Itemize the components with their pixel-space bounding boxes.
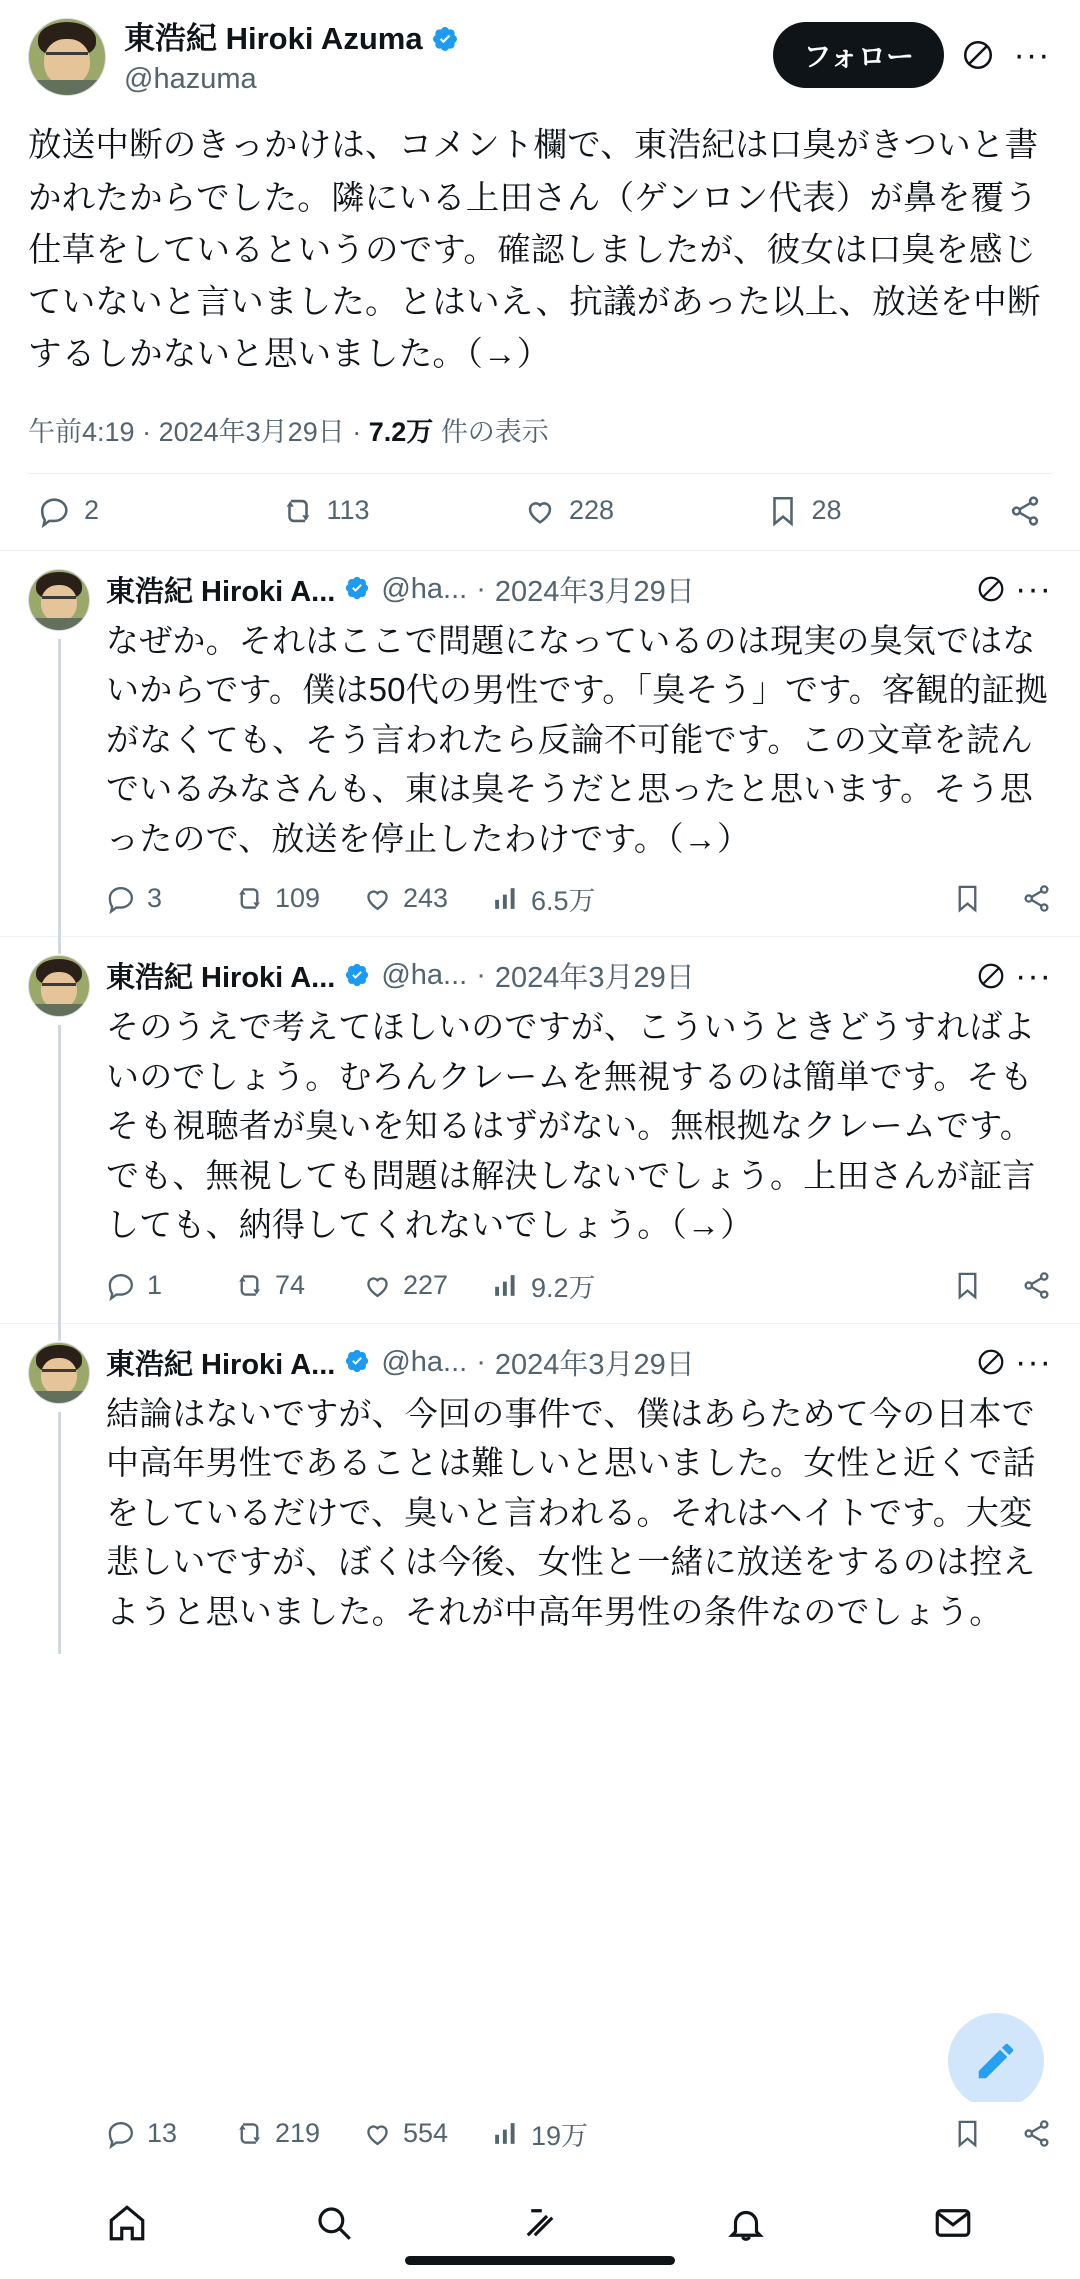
nav-notifications[interactable]	[725, 2202, 767, 2244]
reply-author-handle: @ha...	[381, 1345, 468, 1378]
retweet-button[interactable]	[234, 883, 362, 914]
reply-author-handle: @ha...	[381, 572, 468, 605]
mute-icon[interactable]	[976, 961, 1006, 991]
mute-icon[interactable]	[976, 574, 1006, 604]
retweet-icon	[234, 2118, 265, 2149]
heart-icon	[523, 494, 557, 528]
bookmark-icon	[952, 2118, 983, 2149]
views-button[interactable]	[490, 1266, 640, 1305]
views-count: 9.2万	[531, 1272, 596, 1303]
list-item[interactable]	[0, 937, 1080, 1323]
avatar[interactable]	[28, 955, 90, 1017]
like-count: 243	[403, 883, 449, 914]
reply-separator: ·	[476, 1345, 486, 1378]
list-item[interactable]	[0, 1324, 1080, 1637]
reply-button[interactable]	[106, 883, 234, 914]
views-label: 件の表示	[440, 416, 549, 447]
like-count: 554	[403, 2118, 449, 2148]
reply-body	[106, 569, 1052, 937]
verified-badge-icon	[344, 962, 372, 990]
reply-text: 結論はないですが、今回の事件で、僕はあらためて今の日本で中高年男性であることは難しいと思いました。女性と近くで話をしているだけで、臭いと言われる。それはヘイトです。大変悲しいですが、ぼくは今後、女性と一緒に放送をするのは控えようと思いました。それが中高年男性の条件なのでしょう。	[106, 1394, 1036, 1630]
mute-icon[interactable]	[976, 1347, 1006, 1377]
follow-button[interactable]: フォロー	[773, 22, 944, 88]
retweet-button[interactable]	[281, 494, 524, 528]
reply-author-handle: @ha...	[381, 959, 468, 992]
views-button[interactable]	[490, 2114, 640, 2153]
bookmark-icon	[952, 883, 983, 914]
reply-author-name: 東浩紀 Hiroki A...	[106, 1348, 336, 1381]
like-button[interactable]	[362, 883, 490, 914]
mute-icon[interactable]	[958, 35, 998, 75]
reply-button[interactable]	[106, 2118, 234, 2149]
tweet-time: 午前4:19	[28, 416, 135, 447]
analytics-icon	[490, 883, 521, 914]
reply-author-name: 東浩紀 Hiroki A...	[106, 575, 336, 608]
meta-sep-1: ·	[142, 416, 152, 447]
bookmark-button[interactable]	[766, 494, 1009, 528]
retweet-count: 113	[326, 495, 370, 526]
reply-actions	[106, 879, 1052, 936]
author-display-name: 東浩紀 Hiroki Azuma	[124, 21, 423, 56]
retweet-count: 109	[275, 883, 321, 914]
like-count: 227	[403, 1269, 449, 1300]
reply-separator: ·	[476, 959, 486, 992]
compose-tweet-button[interactable]	[948, 2013, 1044, 2109]
nav-home[interactable]	[106, 2202, 148, 2244]
author-handle: @hazuma	[124, 62, 257, 95]
verified-badge-icon	[431, 25, 459, 53]
header-actions	[773, 18, 1052, 88]
reply-actions	[106, 1266, 1052, 1323]
avatar[interactable]	[28, 18, 106, 96]
heart-icon	[362, 883, 393, 914]
grok-icon	[519, 2202, 561, 2244]
like-button[interactable]	[362, 1270, 490, 1301]
share-button[interactable]	[1008, 494, 1042, 528]
thread-column	[28, 1342, 90, 1637]
share-icon	[1021, 883, 1052, 914]
heart-icon	[362, 2118, 393, 2149]
more-options-icon[interactable]: ···	[1015, 956, 1052, 995]
thread-column	[28, 569, 90, 937]
bookmark-button[interactable]	[952, 2118, 983, 2149]
more-options-icon[interactable]: ···	[1013, 36, 1051, 74]
like-count: 228	[569, 495, 615, 526]
list-item[interactable]	[0, 551, 1080, 937]
retweet-icon	[234, 1270, 265, 1301]
reply-count: 2	[84, 495, 100, 526]
bottom-navigation	[0, 2167, 1080, 2279]
reply-icon	[106, 883, 137, 914]
author-info[interactable]	[124, 18, 755, 98]
reply-icon	[106, 2118, 137, 2149]
more-options-icon[interactable]: ···	[1015, 1343, 1052, 1382]
thread-line	[58, 1025, 61, 1341]
share-icon	[1008, 494, 1042, 528]
reply-body	[106, 1342, 1052, 1637]
tweet-meta	[28, 410, 1052, 449]
reply-icon	[38, 494, 72, 528]
reply-header	[106, 955, 1052, 996]
share-icon	[1021, 1270, 1052, 1301]
meta-sep-2: ·	[352, 416, 362, 447]
share-button[interactable]	[1021, 1270, 1052, 1301]
reply-header	[106, 569, 1052, 610]
avatar[interactable]	[28, 569, 90, 631]
more-options-icon[interactable]: ···	[1015, 570, 1052, 609]
analytics-icon	[490, 2118, 521, 2149]
reply-trailing-actions	[952, 1270, 1052, 1301]
bookmark-count: 28	[811, 495, 842, 526]
bookmark-icon	[952, 1270, 983, 1301]
reply-button[interactable]	[106, 1270, 234, 1301]
retweet-icon	[234, 883, 265, 914]
nav-search[interactable]	[313, 2202, 355, 2244]
reply-date: 2024年3月29日	[494, 962, 695, 995]
thread-line	[58, 639, 61, 955]
bookmark-button[interactable]	[952, 883, 983, 914]
like-button[interactable]	[362, 2118, 490, 2149]
reply-date: 2024年3月29日	[494, 1348, 695, 1381]
bookmark-button[interactable]	[952, 1270, 983, 1301]
reply-count: 1	[147, 1269, 163, 1300]
retweet-button[interactable]	[234, 2118, 362, 2149]
reply-icon	[106, 1270, 137, 1301]
views-count: 6.5万	[531, 886, 596, 917]
home-icon	[106, 2202, 148, 2244]
reply-text: そのうえで考えてほしいのですが、こういうときどうすればよいのでしょう。むろんクレームを無視するのは簡単です。そもそも視聴者が臭いを知るはずがない。無根拠なクレームです。でも、無視しても問題は解決しないでしょう。上田さんが証言しても、納得してくれないでしょう。（→）	[106, 1008, 1036, 1244]
retweet-count: 219	[275, 2118, 321, 2148]
views-count: 7.2万	[368, 416, 434, 447]
views-count: 19万	[531, 2121, 589, 2151]
thread-column	[28, 955, 90, 1323]
views-button[interactable]	[490, 879, 640, 918]
share-icon	[1021, 2118, 1052, 2149]
verified-badge-icon	[344, 575, 372, 603]
nav-grok[interactable]	[519, 2202, 561, 2244]
reply-date: 2024年3月29日	[494, 575, 695, 608]
share-button[interactable]	[1021, 883, 1052, 914]
compose-tweet-icon	[973, 2038, 1019, 2084]
nav-messages[interactable]	[932, 2202, 974, 2244]
thread-line	[58, 1412, 61, 1655]
retweet-icon	[281, 494, 315, 528]
share-button[interactable]	[1021, 2118, 1052, 2149]
main-tweet-actions	[28, 474, 1052, 550]
like-button[interactable]	[523, 494, 766, 528]
tweet-date: 2024年3月29日	[158, 416, 345, 447]
reply-author-name: 東浩紀 Hiroki A...	[106, 962, 336, 995]
home-indicator	[405, 2256, 675, 2265]
reply-body	[106, 955, 1052, 1323]
retweet-count: 74	[275, 1269, 306, 1300]
reply-header	[106, 1342, 1052, 1383]
reply-button[interactable]	[38, 494, 281, 528]
retweet-button[interactable]	[234, 1270, 362, 1301]
reply-count: 13	[147, 2118, 178, 2148]
main-tweet	[0, 0, 1080, 550]
reply-count: 3	[147, 883, 163, 914]
messages-icon	[932, 2202, 974, 2244]
main-tweet-header	[28, 18, 1052, 98]
search-icon	[313, 2202, 355, 2244]
analytics-icon	[490, 1270, 521, 1301]
reply-actions	[0, 2102, 1080, 2167]
reply-trailing-actions	[952, 2118, 1052, 2149]
reply-trailing-actions	[952, 883, 1052, 914]
reply-separator: ·	[476, 572, 486, 605]
bookmark-icon	[766, 494, 800, 528]
verified-badge-icon	[344, 1348, 372, 1376]
notifications-icon	[725, 2202, 767, 2244]
main-tweet-text: 放送中断のきっかけは、コメント欄で、東浩紀は口臭がきついと書かれたからでした。隣にいる上田さん（ゲンロン代表）が鼻を覆う仕草をしているというのです。確認しましたが、彼女は口臭を感じていないと言いました。とはいえ、抗議があった以上、放送を中断するしかないと思いました。（→）	[28, 127, 1041, 374]
reply-text: なぜか。それはここで問題になっているのは現実の臭気ではないからです。僕は50代の男性です。「臭そう」です。客観的証拠がなくても、そう言われたら反論不可能です。この文章を読んでいるみなさんも、東は臭そうだと思ったと思います。そう思ったので、放送を停止したわけです。（→）	[106, 621, 1048, 857]
heart-icon	[362, 1270, 393, 1301]
avatar[interactable]	[28, 1342, 90, 1404]
